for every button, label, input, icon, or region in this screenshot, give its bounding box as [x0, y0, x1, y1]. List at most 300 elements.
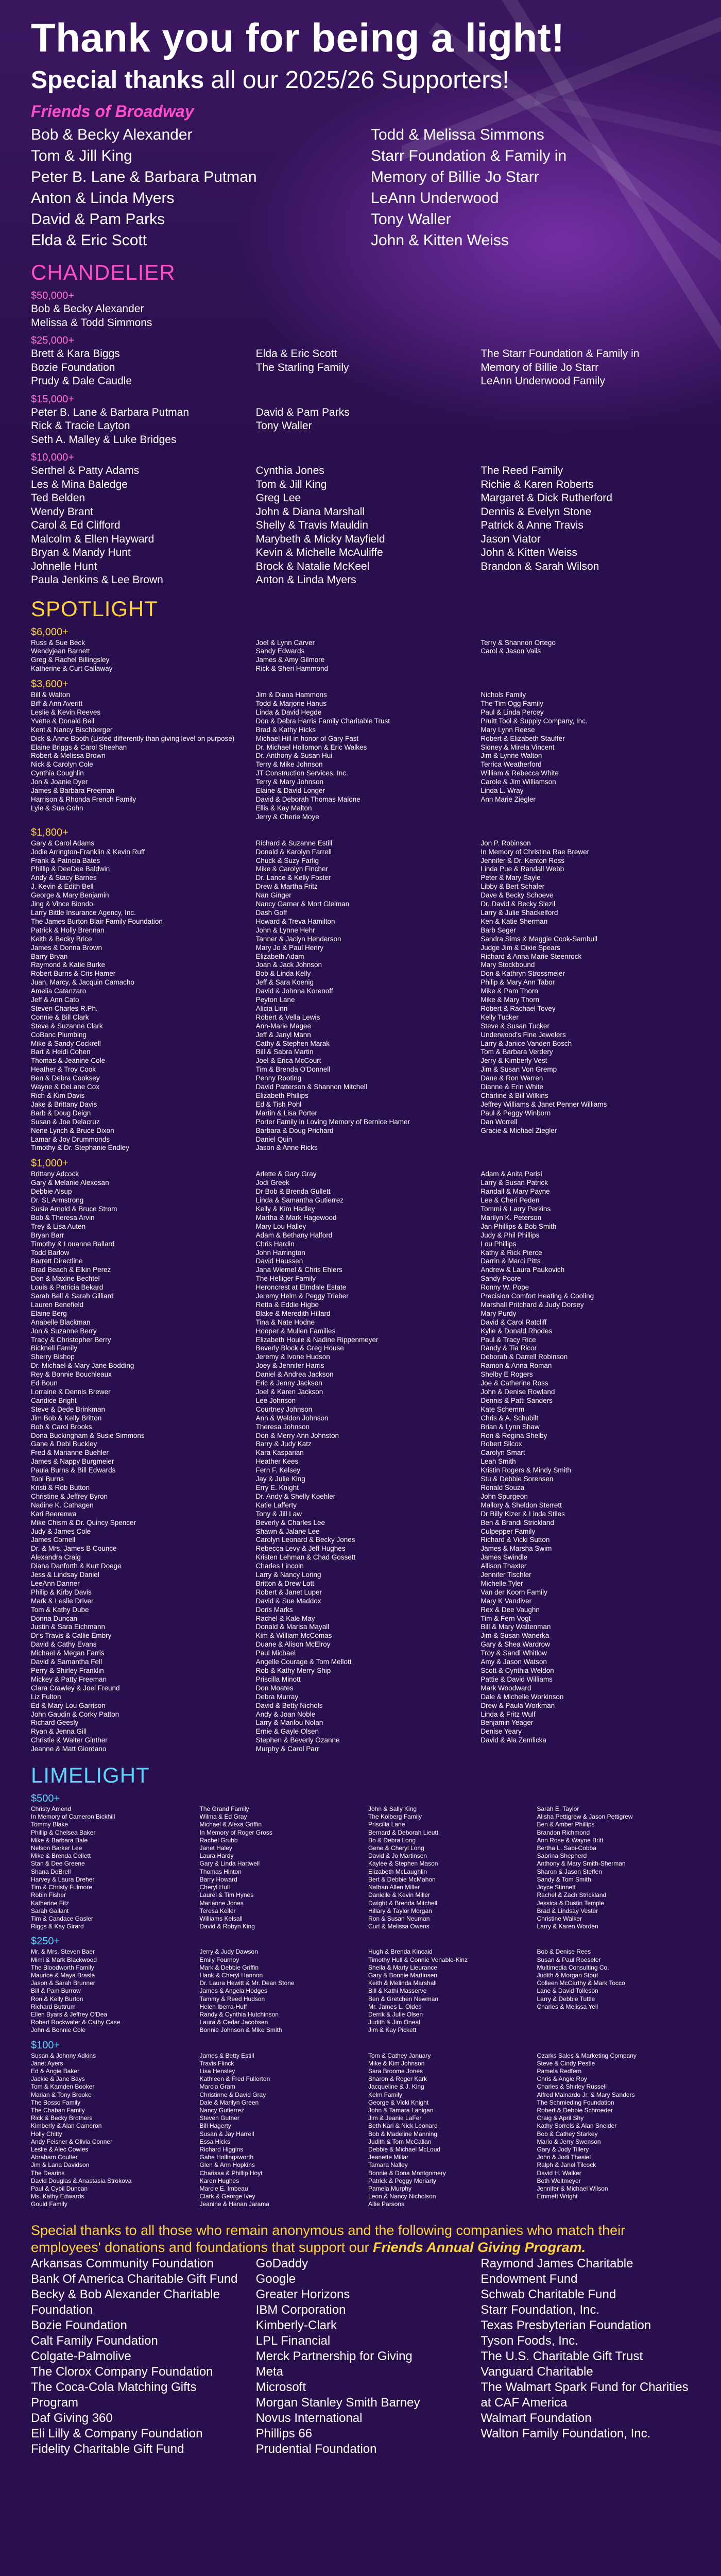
supporter-name: Paula Jenkins & Lee Brown [31, 574, 163, 586]
supporter-name: Jim Bob & Kelly Britton [31, 1414, 102, 1422]
supporter-name: Dwight & Brenda Mitchell [368, 1899, 438, 1907]
supporter-name: Gane & Debi Buckley [31, 1440, 97, 1448]
supporter-name: Andy & Stacy Barnes [31, 874, 97, 882]
supporter-name: Hillary & Taylor Morgan [368, 1907, 432, 1914]
supporter-name: Alexandra Craig [31, 1553, 81, 1562]
supporter-name: Rebecca Levy & Jeff Hughes [255, 1545, 346, 1553]
supporter-name: Perry & Shirley Franklin [31, 1667, 104, 1674]
supporter-name: Starr Foundation, Inc. [480, 2302, 600, 2317]
supporter-name: Maurice & Maya Brasle [31, 1971, 95, 1979]
supporter-name: Susan & Paul Roeseler [537, 1956, 601, 1963]
supporter-name: The Starling Family [255, 361, 349, 374]
supporter-name: Mark & Debbie Griffin [199, 1963, 259, 1971]
giving-level-names [31, 639, 690, 674]
supporter-name: Prudential Foundation [255, 2442, 377, 2456]
supporter-name: Dave & Becky Schoeve [480, 891, 554, 900]
supporter-name: Linda & Fritz Wulf [480, 1710, 536, 1718]
supporter-name: Joey & Jennifer Harris [255, 1362, 324, 1370]
supporter-name: Stu & Debbie Sorensen [480, 1475, 554, 1483]
supporter-name: Kathleen & Fred Fullerton [199, 2075, 270, 2083]
supporter-name: James & Barbara Freeman [31, 787, 115, 795]
name-column [480, 839, 690, 1153]
supporter-name: Terry & Mike Johnson [255, 760, 323, 769]
supporter-name: John & Denise Rowland [480, 1388, 555, 1396]
supporter-name: Sabrina Shepherd [537, 1852, 587, 1860]
supporter-name: Lisa Hensley [199, 2067, 235, 2075]
supporter-name: Derrik & Julie Olsen [368, 2010, 423, 2018]
supporter-name: Amy & Jason Watson [480, 1658, 547, 1666]
supporter-name: Ken & Katie Sherman [480, 917, 548, 925]
supporter-name: Don Moates [255, 1684, 294, 1692]
name-column [256, 691, 466, 822]
supporter-name: Pamela Redfern [537, 2067, 582, 2075]
name-column [31, 1170, 241, 1754]
supporter-name: Kevin & Michelle McAuliffe [255, 547, 383, 558]
supporter-name: Greater Horizons [255, 2287, 350, 2301]
giving-level: $50,000+ [31, 290, 74, 301]
supporter-name: Rachel Grubb [199, 1836, 238, 1844]
supporter-name: In Memory of Roger Gross [199, 1828, 272, 1836]
supporter-name: David & Ala Zemlicka [480, 1736, 546, 1744]
supporter-name: Dr. SL Armstrong [31, 1196, 84, 1205]
supporter-name: Kaylee & Stephen Mason [368, 1860, 438, 1868]
supporter-name: Ronny W. Pope [480, 1283, 529, 1292]
supporter-name: Robert & Elizabeth Stauffer [480, 734, 565, 742]
friends-heading: Friends of Broadway [31, 102, 194, 121]
name-column [480, 1170, 690, 1754]
supporter-name: Jeremy & Ivone Hudson [255, 1353, 330, 1361]
supporter-name: John & Kitten Weiss [480, 547, 577, 558]
supporter-name: Fern F. Kelsey [255, 1466, 300, 1475]
supporter-name: Bart & Heidi Cohen [31, 1048, 91, 1056]
supporter-name: Jennifer & Dr. Kenton Ross [480, 856, 565, 865]
supporter-name: Tom & Barbara Verdery [480, 1048, 553, 1056]
supporter-name: Libby & Bert Schafer [480, 883, 545, 891]
supporter-name: Beverly Block & Greg House [255, 1344, 344, 1352]
closing-paragraph [31, 2222, 690, 2256]
supporter-name: Helen Iberra-Huff [199, 2003, 247, 2010]
supporter-name: Toni Burns [31, 1475, 64, 1483]
supporter-name: Judith & Jim Oneal [368, 2019, 420, 2026]
supporter-name: George & Vicki Knight [368, 2098, 429, 2106]
supporter-name: Darrin & Marci Pitts [480, 1257, 541, 1265]
supporter-name: Phillip & DeeDee Baldwin [31, 865, 110, 873]
supporter-name: Mickey & Patty Freeman [31, 1675, 107, 1683]
supporter-name: The Dearins [31, 2169, 65, 2177]
supporter-name: Lee & Cheri Peden [480, 1196, 540, 1205]
supporter-name: Linda & David Hegde [255, 708, 322, 716]
supporter-name: Wendy Brant [31, 505, 94, 518]
supporter-name: Joel & Erica McCourt [255, 1057, 321, 1065]
supporter-name: Hank & Cheryl Hannon [199, 1971, 263, 1979]
supporter-name: Dr. Anthony & Susan Hui [255, 752, 333, 760]
supporter-name: Larry & Marilou Nolan [255, 1719, 323, 1727]
supporter-name: Marshall Pritchard & Judy Dorsey [480, 1300, 584, 1309]
supporter-name: In Memory of Cameron Bickhill [31, 1813, 115, 1821]
supporter-name: Judy & James Cole [31, 1527, 91, 1535]
supporter-name: Mallory & Sheldon Sterrett [480, 1501, 562, 1509]
supporter-name: Colleen McCarthy & Mark Tocco [537, 1979, 625, 1987]
supporter-name: Paula Burns & Bill Edwards [31, 1466, 116, 1475]
supporter-name: Kathy Sorrels & Alan Sneider [537, 2122, 617, 2130]
supporter-name: Bill & Kathi Masserve [368, 1987, 427, 1995]
supporter-name: Kimberly-Clark [255, 2318, 337, 2332]
supporter-name: Mr. & Mrs. Steven Baer [31, 1948, 95, 1956]
supporter-name: Jon P. Robinson [480, 839, 531, 847]
supporter-name: Lee Johnson [255, 1396, 296, 1404]
supporter-name: Phillip & Chelsea Baker [31, 1828, 96, 1836]
supporter-name: Judith & Morgan Stout [537, 1971, 598, 1979]
spotlight-section [31, 597, 690, 1754]
supporter-name: Richie & Karen Roberts [480, 478, 594, 490]
supporter-name: Rachel & Kale May [255, 1614, 315, 1622]
supporter-name: The Coca-Cola Matching Gifts Program [31, 2380, 197, 2410]
supporter-name: Laura & Cedar Jacobsen [199, 2019, 268, 2026]
supporter-name: Peyton Lane [255, 996, 295, 1004]
supporter-name: Larry & Debbie Tuttle [537, 1995, 595, 2003]
supporter-name: Steve & Susan Tucker [480, 1022, 550, 1030]
supporter-name: Brittany Adcock [31, 1170, 79, 1178]
supporter-name: Multimedia Consulting Co. [537, 1963, 609, 1971]
supporter-name: Linda Pue & Randall Webb [480, 865, 564, 873]
supporter-name: Beth Weltmeyer [537, 2177, 581, 2184]
supporter-name: Mike & Carolyn Fincher [255, 865, 328, 873]
supporter-name: Ben & Brandi Strickland [480, 1518, 554, 1527]
supporter-name: Nancy Gutierrez [199, 2106, 245, 2114]
company-column [480, 2256, 690, 2457]
supporter-name: Ann-Marie Magee [255, 1022, 311, 1030]
supporter-name: Dick & Anne Booth (Listed differently than giving level on purpose) [31, 734, 235, 742]
supporter-name: Louis & Patricia Bekard [31, 1283, 104, 1292]
supporter-name: Rob & Kathy Merry-Ship [255, 1667, 331, 1674]
supporter-name: Vanguard Charitable [480, 2364, 593, 2379]
supporter-name: Barbara & Doug Prichard [255, 1126, 334, 1134]
supporter-name: Christie & Walter Ginther [31, 1736, 108, 1744]
supporter-name: Wendyjean Barnett [31, 647, 90, 655]
supporter-name: LeAnn Underwood Family [480, 375, 605, 387]
supporter-name: Ed & Angie Baker [31, 2067, 80, 2075]
supporter-name: Jackie & Jane Bays [31, 2075, 85, 2083]
supporter-name: Gary & Bonnie Martinsen [368, 1971, 438, 1979]
supporter-name: Tom & Kathy Dube [31, 1605, 89, 1614]
supporter-name: Biff & Ann Averitt [31, 700, 83, 708]
closing-text: Special thanks to all those who remain anonymous and the following companies who match their employees' donations and foundations that support our [31, 2222, 626, 2255]
supporter-name: Leah Smith [480, 1458, 516, 1466]
supporter-name: Jon & Suzanne Berry [31, 1327, 97, 1335]
supporter-name: Dale & Michelle Workinson [480, 1692, 564, 1701]
supporter-name: Pamela Murphy [368, 2185, 412, 2192]
supporter-name: Rick & Sheri Hammond [255, 665, 328, 673]
supporter-name: Dr Billy Kizer & Linda Stiles [480, 1510, 565, 1518]
supporter-name: Kari Beerenwa [31, 1510, 77, 1518]
supporter-name: Jennifer & Michael Wilson [537, 2185, 608, 2192]
supporter-name: Bob & Denise Rees [537, 1948, 591, 1956]
name-column [200, 1805, 353, 1930]
supporter-name: Dan Worrell [480, 1117, 518, 1126]
supporter-name: Sharon & Roger Kark [368, 2075, 427, 2083]
supporter-name: Rex & Dee Vaughn [480, 1605, 540, 1614]
supporter-name: Judith & Tom McCallan [368, 2138, 432, 2145]
supporter-name: Brad & Lindsay Vester [537, 1907, 598, 1914]
supporter-name: Becky & Bob Alexander Charitable Foundation [31, 2287, 220, 2317]
supporter-name: Adam & Bethany Halford [255, 1231, 333, 1239]
name-column [537, 1948, 691, 2034]
supporter-name: Ben & Gretchen Newman [368, 1995, 439, 2003]
supporter-name: Doris Marks [255, 1605, 293, 1614]
supporter-name: Jerry & Cherie Moye [255, 812, 319, 821]
supporter-name: Dale & Marilyn Green [199, 2098, 259, 2106]
supporter-name: Jake & Brittany Davis [31, 1100, 97, 1108]
supporter-name: Karen Hughes [199, 2177, 239, 2184]
giving-level: $1,800+ [31, 826, 68, 838]
supporter-name: Joel & Karen Jackson [255, 1388, 323, 1396]
supporter-name: Pattie & David Williams [480, 1675, 553, 1683]
supporter-name: Beverly & Charles Lee [255, 1518, 325, 1527]
supporter-name: Peter B. Lane & Barbara Putman [31, 406, 190, 418]
supporter-name: Dr. Michael Hollomon & Eric Walkes [255, 743, 367, 751]
supporter-name: In Memory of Christina Rae Brewer [480, 848, 590, 856]
supporter-name: Malcolm & Ellen Hayward [31, 533, 154, 545]
closing-section [31, 2222, 690, 2457]
supporter-name: Cynthia Jones [255, 465, 324, 477]
name-column [480, 691, 690, 822]
supporter-name: Leslie & Alec Cowles [31, 2145, 89, 2153]
supporter-name: Lauren Benefield [31, 1300, 84, 1309]
supporter-name: Jing & Vince Biondo [31, 900, 93, 908]
supporter-name: Timothy & Louanne Ballard [31, 1240, 115, 1248]
supporter-name: The Schmieding Foundation [537, 2098, 614, 2106]
supporter-name: Bryan Barr [31, 1231, 64, 1239]
supporter-name: Wilma & Ed Gray [199, 1813, 247, 1821]
supporter-name: Chris Hardin [255, 1240, 295, 1248]
supporter-name: Sarah Gallant [31, 1907, 69, 1914]
supporter-name: Joel & Lynn Carver [255, 638, 315, 647]
supporter-name: Joe & Catherine Ross [480, 1379, 548, 1387]
supporter-name: Philip & Kirby Davis [31, 1588, 92, 1596]
supporter-name: Drew & Martha Fritz [255, 883, 318, 891]
page-title [31, 0, 690, 61]
supporter-name: Randy & Tia Ricor [480, 1344, 537, 1352]
supporter-name: Charles & Melissa Yell [537, 2003, 598, 2010]
supporter-name: Jeanine & Hanan Jarama [199, 2200, 269, 2208]
supporter-name: Harrison & Rhonda French Family [31, 795, 136, 803]
supporter-name: David & Deborah Thomas Malone [255, 795, 360, 803]
supporter-name: Essa Hicks [199, 2138, 230, 2145]
supporter-name: Tom & Jill King [255, 478, 327, 490]
supporter-name: Brad & Kathy Hicks [255, 725, 316, 734]
supporter-name: Justin & Sara Eichmann [31, 1623, 106, 1631]
supporter-name: Ben & Debra Cooksey [31, 1074, 100, 1082]
supporter-name: Stan & Dee Greene [31, 1860, 85, 1868]
supporter-name: Gabe Hollingsworth [199, 2154, 254, 2161]
matching-companies [31, 2256, 690, 2457]
supporter-name: Kristin Rogers & Mindy Smith [480, 1466, 571, 1475]
supporter-name: Theresa Johnson [255, 1422, 310, 1431]
supporter-name: Shelly & Travis Mauldin [255, 519, 368, 531]
supporter-name: Memory of Billie Jo Starr [371, 168, 539, 185]
supporter-name: Jana Wiemel & Chris Ehlers [255, 1266, 342, 1274]
supporter-name: Travis Flinck [199, 2059, 234, 2067]
supporter-name: Jeanne & Matt Giordano [31, 1745, 107, 1753]
supporter-name: Michael Hill in honor of Gary Fast [255, 734, 359, 742]
supporter-name: Raymond & Katie Burke [31, 961, 106, 969]
supporter-name: Janet Ayers [31, 2059, 63, 2067]
supporter-name: Erry E. Knight [255, 1483, 299, 1492]
supporter-name: Lou Phillips [480, 1240, 517, 1248]
supporter-name: LPL Financial [255, 2333, 331, 2348]
supporter-name: Dennis & Evelyn Stone [480, 505, 592, 518]
supporter-name: Tom & Kamden Booker [31, 2083, 95, 2091]
supporter-name: John Gaudin & Corky Patton [31, 1710, 119, 1718]
supporter-name: Larry Bittle Insurance Agency, Inc. [31, 908, 136, 917]
supporter-name: Nene Lynch & Bruce Dixon [31, 1126, 114, 1134]
supporter-name: Jennifer Tischler [480, 1571, 531, 1579]
supporter-name: Walmart Foundation [480, 2411, 592, 2425]
supporter-name: Susan & Joe Delacruz [31, 1117, 100, 1126]
supporter-name: Beth Kari & Nick Leonard [368, 2122, 438, 2130]
supporter-name: Barrett Directline [31, 1257, 83, 1265]
supporter-name: Robert Silcox [480, 1440, 522, 1448]
supporter-name: Patrick & Anne Travis [480, 519, 583, 531]
supporter-name: Steven Charles R.Ph. [31, 1004, 98, 1012]
supporter-name: Jim & Susan Von Gremp [480, 1065, 557, 1074]
supporter-name: Abraham Coulter [31, 2154, 78, 2161]
supporter-name: Judy & Phil Phillips [480, 1231, 540, 1239]
supporter-name: The Starr Foundation & Family in [480, 348, 640, 360]
supporter-name: Charles Lincoln [255, 1562, 304, 1570]
supporter-name: David & Pam Parks [255, 406, 350, 418]
title-emphasis: light! [465, 15, 565, 60]
supporter-name: David & Johnna Korenoff [255, 987, 333, 995]
supporter-name: David & Jo Martinsen [368, 1852, 427, 1860]
supporter-name: Bert & Debbie McMahon [368, 1875, 436, 1883]
supporter-name: Rick & Becky Brothers [31, 2114, 93, 2122]
supporter-name: Kristen Lehman & Chad Gossett [255, 1553, 356, 1562]
supporter-name: Culpepper Family [480, 1527, 536, 1535]
supporter-name: Mark & Leslie Driver [31, 1597, 94, 1605]
supporter-name: Johnelle Hunt [31, 560, 97, 572]
supporter-name: Joan & Jack Johnson [255, 961, 322, 969]
supporter-name: Anabelle Blackman [31, 1318, 91, 1326]
supporter-name: Mr. James L. Oldes [368, 2003, 422, 2010]
supporter-name: Yvette & Donald Bell [31, 717, 95, 725]
giving-level: $3,600+ [31, 679, 68, 690]
giving-level: $25,000+ [31, 335, 74, 346]
supporter-name: Amelia Catanzaro [31, 987, 87, 995]
supporter-name: Troy & Sandi Whitlow [480, 1649, 547, 1657]
supporter-name: Ronald Souza [480, 1483, 525, 1492]
supporter-name: Susan & Johnny Adkins [31, 2052, 96, 2059]
supporter-name: John & Sally King [368, 1805, 417, 1813]
supporter-name: Alfred Mainardo Jr. & Mary Sanders [537, 2091, 635, 2098]
supporter-name: Tom & Jill King [31, 147, 132, 164]
supporter-name: Jim & Kay Pickett [368, 2026, 417, 2034]
supporter-name: Christy Amend [31, 1805, 72, 1813]
supporter-name: Ed & Mary Lou Garrison [31, 1701, 106, 1709]
supporter-name: Charles & Shirley Russell [537, 2083, 607, 2091]
supporter-name: Tommi & Larry Perkins [480, 1205, 551, 1213]
supporter-name: Les & Mina Baledge [31, 478, 128, 490]
supporter-name: Bill & Walton [31, 691, 71, 699]
supporter-name: James & Donna Brown [31, 943, 102, 952]
supporter-name: Marian & Tony Brooke [31, 2091, 92, 2098]
name-column [368, 1805, 522, 1930]
supporter-name: Diana Danforth & Kurt Doege [31, 1562, 122, 1570]
supporter-name: Brian & Lynn Shaw [480, 1422, 540, 1431]
supporter-name: Jess & Lindsay Daniel [31, 1571, 99, 1579]
supporter-name: Priscilla Minott [255, 1675, 301, 1683]
supporter-name: Jim & Lynne Walton [480, 752, 542, 760]
supporter-name: Mark Woodward [480, 1684, 531, 1692]
supporter-name: Chris & Angie Roy [537, 2075, 587, 2083]
name-column [480, 406, 690, 447]
chandelier-heading: CHANDELIER [31, 260, 176, 284]
supporter-name: James Swindle [480, 1553, 528, 1562]
giving-level-names [31, 691, 690, 822]
supporter-name: Porter Family in Loving Memory of Bernice Hamer [255, 1117, 410, 1126]
supporter-name: Charline & Bill Wilkins [480, 1092, 548, 1099]
supporter-name: Tony Waller [371, 211, 451, 228]
supporter-name: David & Cathy Evans [31, 1640, 97, 1649]
supporter-name: Gary & Carol Adams [31, 839, 95, 847]
supporter-name: Greg Lee [255, 492, 301, 504]
supporter-name: Tammy & Reed Hudson [199, 1995, 265, 2003]
supporter-name: Carolyn Leonard & Becky Jones [255, 1536, 355, 1544]
supporter-name: Anton & Linda Myers [255, 574, 356, 586]
name-column [480, 639, 690, 674]
supporter-name: Priscilla Lane [368, 1821, 405, 1828]
supporter-name: The Reed Family [480, 465, 563, 477]
supporter-name: John & Jodi Thesiel [537, 2154, 591, 2161]
supporter-name: Sandra Sims & Maggie Cook-Sambull [480, 935, 597, 943]
supporter-name: Heather Kees [255, 1458, 299, 1466]
supporter-name: Barb & Doug Deign [31, 1109, 91, 1117]
supporter-name: Mary Lou Halley [255, 1222, 306, 1230]
giving-level: $250+ [31, 1936, 60, 1947]
supporter-name: Emmett Wright [537, 2193, 578, 2200]
supporter-name: Kelly & Kim Hadley [255, 1205, 315, 1213]
supporter-name: David & Robyn King [199, 1923, 255, 1930]
supporter-name: Jim & Diana Hammons [255, 691, 327, 699]
supporter-name: Richard & Vicki Sutton [480, 1536, 550, 1544]
name-column [256, 464, 466, 587]
friends-left-column [31, 124, 350, 251]
supporter-name: Todd Barlow [31, 1248, 70, 1257]
supporter-name: Walton Family Foundation, Inc. [480, 2426, 651, 2441]
name-column [368, 1948, 522, 2034]
supporter-name: John & Bonnie Cole [31, 2026, 86, 2034]
supporter-name: The Bloodworth Family [31, 1963, 94, 1971]
supporter-name: Robert & Rachael Tovey [480, 1004, 556, 1012]
supporter-name: Robert Rockwater & Cathy Case [31, 2019, 121, 2026]
supporter-name: Lyle & Sue Gohn [31, 804, 83, 812]
supporter-name: LeeAnn Danner [31, 1579, 80, 1587]
supporter-name: Mike & Barbara Bale [31, 1836, 88, 1844]
supporter-name: Jan Phillips & Bob Smith [480, 1222, 557, 1230]
supporter-name: James Cornell [31, 1536, 76, 1544]
supporter-name: Bill Hagerty [199, 2122, 231, 2130]
supporter-name: Ben & Amber Phillips [537, 1821, 595, 1828]
supporter-name: Jay & Julie King [255, 1475, 305, 1483]
supporter-name: Margaret & Dick Rutherford [480, 492, 612, 504]
supporter-name: Ralph & Janel Tilcock [537, 2161, 596, 2169]
supporter-name: Heroncrest at Elmdale Estate [255, 1283, 347, 1292]
supporter-name: Gary & Melanie Alexosan [31, 1179, 109, 1187]
supporter-name: Sheila & Marty Lieurance [368, 1963, 438, 1971]
supporter-name: Michael & Megan Farris [31, 1649, 105, 1657]
supporter-name: Heather & Troy Cook [31, 1065, 96, 1074]
supporter-name: Daniel & Andrea Jackson [255, 1370, 334, 1379]
